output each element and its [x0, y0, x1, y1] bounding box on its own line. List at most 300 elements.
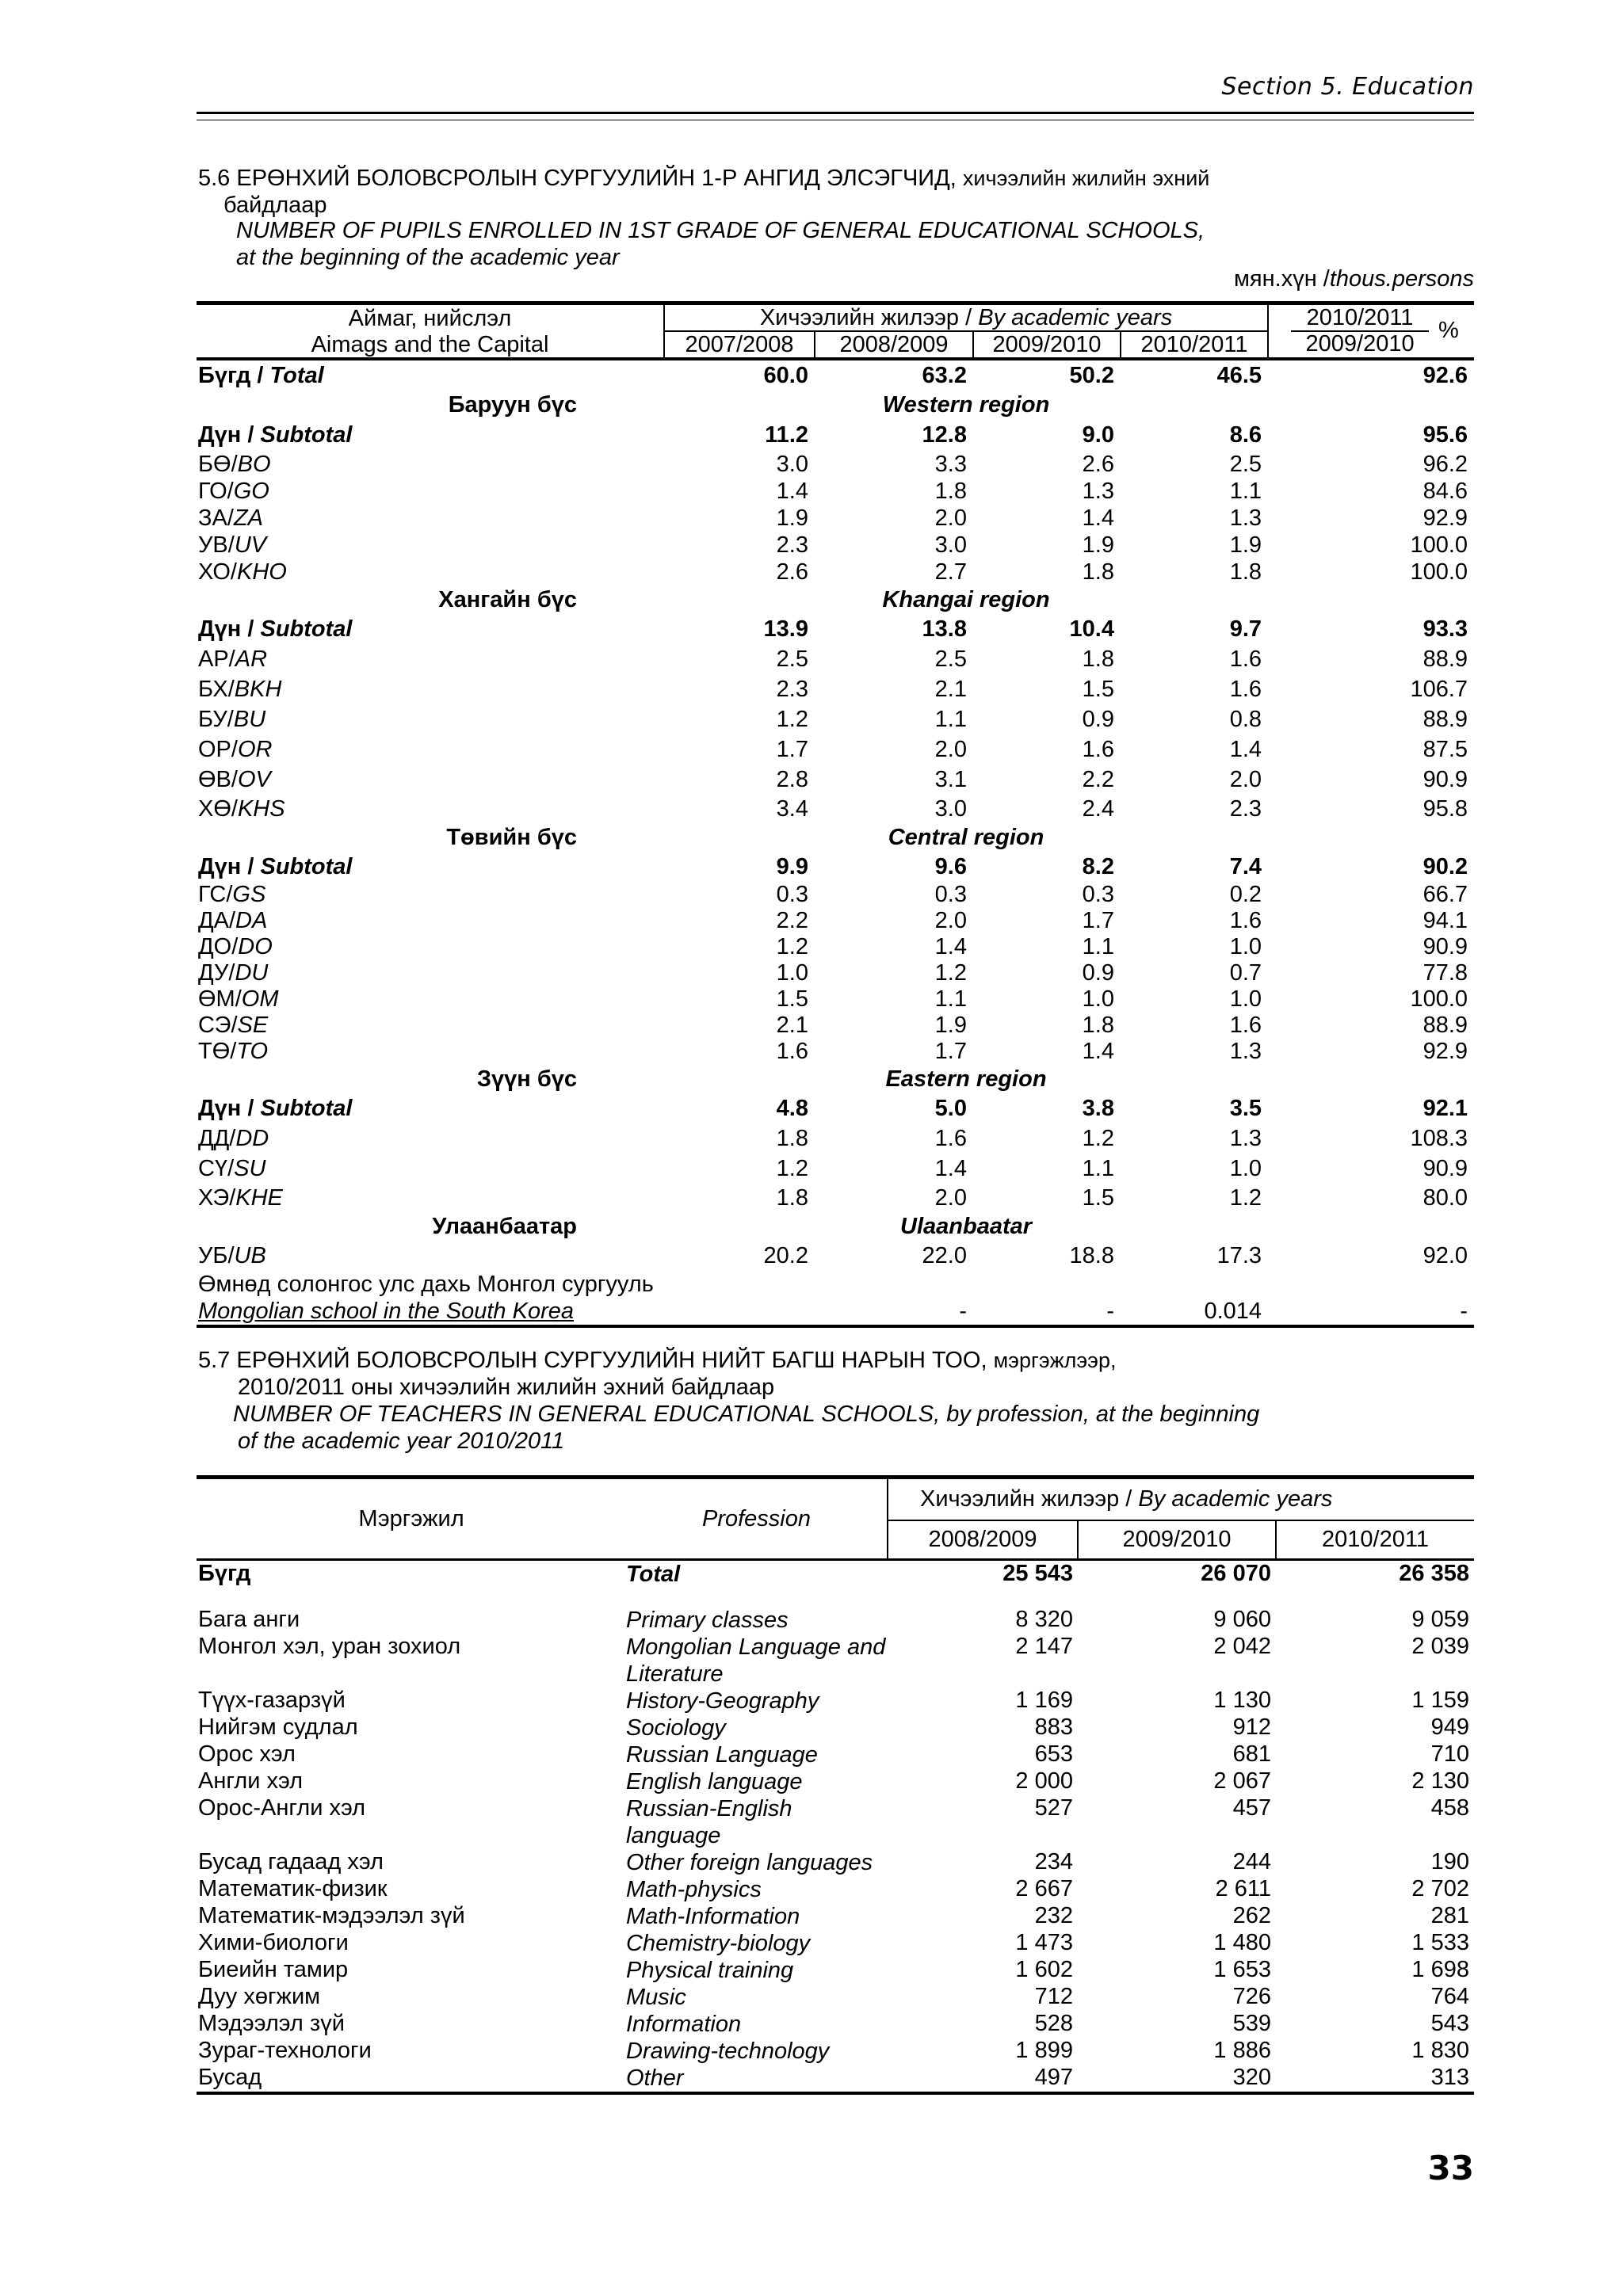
value-cell: 1.2 [934, 960, 967, 986]
value-cell: 88.9 [1423, 646, 1468, 672]
value-cell: 313 [1276, 2065, 1474, 2093]
table-teachers-by-profession [197, 1475, 1474, 2095]
value-cell: 2 039 [1411, 1634, 1469, 1659]
t56-title-mn-small: хичээлийн жилийн эхний [962, 166, 1210, 190]
value-cell: 320 [1078, 2065, 1276, 2093]
value-cell: 1.9 [934, 1013, 967, 1038]
row-label [197, 795, 664, 823]
value-cell: - [1268, 1298, 1474, 1326]
value-cell: 2.2 [1082, 766, 1114, 792]
row-label [197, 934, 664, 960]
region-name-en: Ulaanbaatar [900, 1213, 1033, 1239]
profession-mn: Монгол хэл, уран зохиол [198, 1634, 461, 1659]
profession-en: English language [626, 1769, 803, 1794]
t57-title-mn-main: 5.7 ЕРӨНХИЙ БОЛОВСРОЛЫН СУРГУУЛИЙН НИЙТ БАГШ НАРЫН ТОО, [198, 1348, 987, 1373]
value-cell: 1 480 [1213, 1930, 1271, 1955]
value-cell: 2.8 [776, 766, 808, 792]
label-en: Total [269, 362, 324, 388]
value-cell: 9.9 [776, 853, 808, 879]
value-cell: 712 [1034, 1984, 1073, 2009]
profession-en: Total [626, 1562, 681, 1587]
t56-head-pct [1268, 303, 1474, 360]
value-cell: 13.9 [763, 616, 808, 642]
region-spacer [1268, 1065, 1474, 1093]
profession-mn: Хими-биологи [198, 1930, 349, 1955]
value-cell: 7.4 [1229, 853, 1262, 879]
value-cell: 1.2 [776, 934, 808, 959]
t56-head-years [664, 303, 1268, 332]
table-row [197, 478, 1474, 505]
row-label [197, 1013, 664, 1039]
value-cell: 100.0 [1410, 559, 1468, 585]
value-cell: 46.5 [1216, 362, 1262, 388]
table-row [197, 532, 1474, 559]
row-label [197, 1184, 664, 1212]
value-cell: 0.3 [776, 882, 808, 907]
row-label [197, 644, 664, 674]
table-row [197, 1714, 1474, 1741]
value-cell: 2.0 [1229, 766, 1262, 792]
value-cell: 234 [1034, 1849, 1073, 1875]
label-mn: ГС/ [198, 882, 233, 907]
label-en: SE [237, 1013, 269, 1038]
table-row [197, 1039, 1474, 1065]
value-cell: 0.7 [1229, 960, 1262, 986]
table-row [197, 934, 1474, 960]
value-cell: 26 070 [1201, 1561, 1271, 1586]
profession-en: Math-physics [626, 1877, 762, 1902]
row-label [197, 960, 664, 986]
value-cell: 9.7 [1229, 616, 1262, 642]
total-row [197, 1560, 1474, 1608]
value-cell: 0.9 [1082, 706, 1114, 732]
label-mn: ХӨ/ [198, 795, 238, 822]
value-cell: 883 [1034, 1714, 1073, 1740]
value-cell: 2.3 [1229, 795, 1262, 822]
profession-mn: Мэдээлэл зүй [198, 2011, 345, 2036]
table-row [197, 1688, 1474, 1714]
table-row [197, 704, 1474, 734]
value-cell: 1.8 [776, 1125, 808, 1151]
label-mn: БХ/ [198, 676, 235, 702]
label-en: Subtotal [260, 616, 353, 642]
value-cell: 3.1 [934, 766, 967, 792]
label-en: OV [237, 766, 271, 792]
label-en: Subtotal [260, 853, 353, 879]
value-cell: 1.6 [1082, 736, 1114, 762]
label-en: KHO [237, 559, 287, 585]
value-cell: 1 533 [1411, 1930, 1469, 1955]
value-cell: 92.1 [1423, 1095, 1468, 1121]
label-mn: СЭ/ [198, 1013, 238, 1038]
table-row [197, 795, 1474, 823]
label-mn: СҮ/ [198, 1155, 235, 1181]
value-cell: 93.3 [1423, 616, 1468, 642]
profession-mn: Зураг-технологи [198, 2038, 372, 2063]
label-mn: Дүн / [198, 853, 261, 879]
value-cell: 2.5 [1229, 451, 1262, 477]
table-row [197, 1741, 1474, 1768]
value-cell: 1.6 [776, 1039, 808, 1064]
t57-title-en-line1: NUMBER OF TEACHERS IN GENERAL EDUCATIONAL SCHOOLS, by profession, at the beginning [233, 1402, 1260, 1427]
value-cell: 3.0 [934, 795, 967, 822]
value-cell: 1.1 [1082, 1155, 1114, 1181]
row-label [197, 1154, 664, 1184]
value-cell: 90.2 [1423, 853, 1468, 879]
table-row [197, 1903, 1474, 1930]
row-label [197, 419, 664, 451]
t56-head-y3: 2009/2010 [973, 331, 1121, 359]
value-cell: 527 [1034, 1795, 1073, 1821]
value-cell: 0.9 [1082, 960, 1114, 986]
value-cell: 9 060 [1213, 1607, 1271, 1632]
label-en: UB [234, 1242, 266, 1268]
region-name-mn: Зүүн бүс [476, 1066, 577, 1092]
value-cell: 2.4 [1082, 795, 1114, 822]
row-label [197, 1123, 664, 1154]
value-cell: 1.1 [1229, 478, 1262, 504]
value-cell: 9 059 [1411, 1607, 1469, 1632]
value-cell: 2 130 [1411, 1768, 1469, 1794]
region-header-row [197, 585, 1474, 614]
value-cell: 2.6 [776, 559, 808, 585]
label-mn: ОР/ [198, 736, 238, 762]
region-name-mn: Баруун бүс [448, 391, 577, 418]
value-cell: 1.9 [1082, 532, 1114, 558]
korea-label-mn: Өмнөд солонгос улс дахь Монгол сургууль [198, 1271, 654, 1297]
value-cell: 1 169 [1015, 1688, 1073, 1713]
value-cell: 60.0 [763, 362, 808, 388]
label-en: GS [232, 882, 266, 907]
value-cell: 1.1 [934, 706, 967, 732]
t56-head-years-en: By academic years [978, 305, 1173, 330]
region-name-mn: Хангайн бүс [438, 586, 577, 612]
page-number: 33 [1427, 2149, 1474, 2187]
value-cell: 3.8 [1082, 1095, 1114, 1121]
value-cell: 1 602 [1015, 1957, 1073, 1982]
value-cell: 2.1 [776, 1013, 808, 1038]
table-row [197, 765, 1474, 795]
value-cell: 1.6 [1229, 676, 1262, 702]
profession-mn: Бүгд [198, 1561, 251, 1586]
label-mn: ДА/ [198, 908, 236, 933]
row-label [197, 734, 664, 765]
t56-head-pct-bottom: 2009/2010 [1305, 331, 1415, 357]
t56-head-y1: 2007/2008 [664, 331, 815, 359]
profession-mn: Бусад [197, 2065, 626, 2093]
table-row [197, 1154, 1474, 1184]
row-label [197, 1241, 664, 1271]
value-cell: 1.4 [1082, 1039, 1114, 1064]
region-spacer [1268, 823, 1474, 852]
value-cell: 1.7 [776, 736, 808, 762]
label-en: TO [236, 1039, 269, 1064]
value-cell: 25 543 [1002, 1561, 1073, 1586]
empty-cell [1268, 1271, 1474, 1298]
label-mn: БӨ/ [198, 451, 238, 477]
value-cell: 0.3 [1082, 882, 1114, 907]
label-en: OR [237, 736, 273, 762]
value-cell: 1.8 [1082, 559, 1114, 585]
value-cell: 2.0 [934, 908, 967, 933]
value-cell: 1.1 [934, 986, 967, 1012]
profession-en: Information [626, 2012, 742, 2037]
value-cell: 1.2 [1082, 1125, 1114, 1151]
region-header-row [197, 1212, 1474, 1241]
t56-title-en-line2: at the beginning of the academic year [236, 245, 620, 270]
table-row [197, 1795, 1474, 1849]
profession-en: Sociology [626, 1715, 726, 1741]
table-row [197, 2011, 1474, 2038]
profession-mn: Орос хэл [198, 1741, 296, 1767]
region-spacer [1268, 585, 1474, 614]
label-mn: ХО/ [198, 559, 237, 585]
t57-title-mn-line2: 2010/2011 оны хичээлийн жилийн эхний байдлаар [238, 1375, 775, 1400]
label-mn: ДД/ [198, 1125, 236, 1151]
label-en: DU [235, 960, 269, 986]
table-row [197, 1957, 1474, 1984]
table-row [197, 674, 1474, 704]
value-cell: 1 653 [1213, 1957, 1271, 1982]
profession-mn: Дуу хөгжим [198, 1984, 321, 2009]
profession-mn: Бусад гадаад хэл [198, 1849, 384, 1875]
value-cell: 17.3 [1216, 1242, 1262, 1268]
table-row [197, 1607, 1474, 1634]
row-label [197, 532, 664, 559]
value-cell: 8 320 [1015, 1607, 1073, 1632]
profession-mn: Нийгэм судлал [198, 1714, 358, 1740]
value-cell: 1.9 [776, 505, 808, 531]
empty-cell [1121, 1271, 1268, 1298]
label-mn: ДУ/ [198, 960, 235, 986]
value-cell: 2 067 [1213, 1768, 1271, 1794]
value-cell: 2.0 [934, 505, 967, 531]
region-name-en: Eastern region [885, 1066, 1047, 1092]
value-cell: 5.0 [934, 1095, 967, 1121]
row-label [197, 882, 664, 908]
region-spacer [1268, 1212, 1474, 1241]
value-cell: 94.1 [1423, 908, 1468, 933]
value-cell: 1.8 [1082, 646, 1114, 672]
value-cell: 1 698 [1411, 1957, 1469, 1982]
table-row [197, 734, 1474, 765]
value-cell: 1.7 [1082, 908, 1114, 933]
table-row [197, 1849, 1474, 1876]
value-cell: 2 147 [1015, 1634, 1073, 1659]
table-row [197, 1984, 1474, 2011]
subtotal-row [197, 614, 1474, 644]
row-label [197, 478, 664, 505]
row-label [197, 505, 664, 532]
value-cell: 912 [1232, 1714, 1271, 1740]
t56-title-mn-line2: байдлаар [223, 193, 327, 218]
profession-mn: Бага анги [198, 1607, 300, 1632]
value-cell: 1.8 [934, 478, 967, 504]
t57-head-y2: 2009/2010 [1078, 1520, 1276, 1559]
value-cell: 90.9 [1423, 934, 1468, 959]
value-cell: 1.5 [1082, 676, 1114, 702]
value-cell: 1.9 [1229, 532, 1262, 558]
t56-head-col1-en: Aimags and the Capital [197, 331, 664, 359]
label-en: Subtotal [260, 1095, 353, 1121]
value-cell: 2.7 [934, 559, 967, 585]
profession-en: Physical training [626, 1958, 794, 1983]
label-en: DA [235, 908, 268, 933]
value-cell: 1.3 [1082, 478, 1114, 504]
t56-head-pct-sign: % [1438, 318, 1459, 343]
value-cell: 1.4 [934, 1155, 967, 1181]
table-row [197, 986, 1474, 1013]
t57-head-col-mn: Мэргэжил [197, 1478, 626, 1560]
value-cell: 1.3 [1229, 505, 1262, 531]
t56-head-y4: 2010/2011 [1121, 331, 1268, 359]
table-row [197, 1876, 1474, 1903]
value-cell: 0.2 [1229, 882, 1262, 907]
region-header-row [197, 1065, 1474, 1093]
value-cell: 1.0 [1082, 986, 1114, 1012]
value-cell: 1.8 [776, 1184, 808, 1211]
label-mn: ТӨ/ [198, 1039, 237, 1064]
t56-unit [1234, 266, 1474, 292]
value-cell: 9.6 [934, 853, 967, 879]
value-cell: 1.0 [776, 960, 808, 986]
value-cell: 1 899 [1015, 2038, 1073, 2063]
value-cell: 949 [1430, 1714, 1469, 1740]
value-cell: 0.3 [934, 882, 967, 907]
label-mn: ӨМ/ [198, 986, 242, 1012]
label-en: KHE [235, 1184, 283, 1211]
table-row [197, 1123, 1474, 1154]
value-cell: 2.5 [934, 646, 967, 672]
value-cell: 244 [1232, 1849, 1271, 1875]
row-label [197, 908, 664, 934]
row-label [197, 1093, 664, 1123]
region-header-row [197, 823, 1474, 852]
t56-body [197, 303, 1474, 1327]
label-mn: УБ/ [198, 1242, 235, 1268]
value-cell: 95.8 [1423, 795, 1468, 822]
t56-head-col1-mn: Аймаг, нийслэл [197, 303, 664, 332]
table-pupils-enrolled [197, 301, 1474, 1328]
region-name-en: Central region [888, 824, 1044, 850]
table-row [197, 1184, 1474, 1212]
value-cell: 108.3 [1410, 1125, 1468, 1151]
t57-title-mn-small: мэргэжлээр, [993, 1348, 1117, 1372]
profession-mn: Англи хэл [198, 1768, 304, 1794]
table-row [197, 2038, 1474, 2065]
value-cell: 543 [1430, 2011, 1469, 2036]
value-cell: 3.4 [776, 795, 808, 822]
value-cell: 88.9 [1423, 1013, 1468, 1038]
table-row [197, 882, 1474, 908]
value-cell: 457 [1232, 1795, 1271, 1821]
value-cell: 8.6 [1229, 421, 1262, 448]
value-cell: 90.9 [1423, 1155, 1468, 1181]
value-cell: 764 [1430, 1984, 1469, 2009]
value-cell: 0.014 [1121, 1298, 1268, 1326]
t56-head-pct-wrap [1269, 306, 1474, 357]
header-rule [197, 112, 1474, 114]
label-mn: УВ/ [198, 532, 235, 558]
value-cell: 1.6 [934, 1125, 967, 1151]
value-cell: 262 [1232, 1903, 1271, 1928]
value-cell: 1 830 [1411, 2038, 1469, 2063]
t56-header-row-1 [197, 303, 1474, 332]
label-mn: Дүн / [198, 616, 261, 642]
value-cell: 63.2 [922, 362, 967, 388]
value-cell: 1 159 [1411, 1688, 1469, 1713]
value-cell: 88.9 [1423, 706, 1468, 732]
value-cell: 9.0 [1082, 421, 1114, 448]
profession-mn: Математик-физик [198, 1876, 388, 1901]
value-cell: 90.9 [1423, 766, 1468, 792]
region-name-mn: Улаанбаатар [432, 1213, 577, 1239]
label-mn: Дүн / [198, 421, 261, 448]
label-en: ZA [233, 505, 263, 531]
table-row [197, 451, 1474, 478]
t57-head-years [888, 1478, 1474, 1521]
value-cell: 1 130 [1213, 1688, 1271, 1713]
value-cell: - [973, 1298, 1121, 1326]
value-cell: 1.4 [1082, 505, 1114, 531]
table-row [197, 559, 1474, 585]
value-cell: 2.2 [776, 908, 808, 933]
value-cell: 1.1 [1082, 934, 1114, 959]
value-cell: 87.5 [1423, 736, 1468, 762]
t56-head-y2: 2008/2009 [815, 331, 973, 359]
value-cell: 2.0 [934, 1184, 967, 1211]
value-cell: 3.0 [776, 451, 808, 477]
label-en: GO [233, 478, 269, 504]
value-cell: 10.4 [1069, 616, 1114, 642]
row-label [197, 559, 664, 585]
t56-head-pct-top: 2010/2011 [1291, 306, 1429, 332]
value-cell: 92.0 [1423, 1242, 1468, 1268]
table-row [197, 2065, 1474, 2093]
profession-en: Russian Language [626, 1742, 818, 1768]
row-label [197, 986, 664, 1013]
value-cell: 232 [1034, 1903, 1073, 1928]
t56-head-years-mn: Хичээлийн жилээр / [759, 305, 979, 330]
label-en: AR [235, 646, 268, 672]
table-row [197, 1634, 1474, 1688]
profession-mn: Математик-мэдээлэл зүй [198, 1903, 465, 1928]
korea-label-en: Mongolian school in the South Korea [197, 1298, 664, 1326]
value-cell: 2 042 [1213, 1634, 1271, 1659]
label-mn: ДО/ [198, 934, 239, 959]
value-cell: 1.8 [1082, 1013, 1114, 1038]
t56-title-mn [198, 165, 1209, 192]
table-row [197, 1013, 1474, 1039]
value-cell: 12.8 [922, 421, 967, 448]
value-cell: 92.9 [1423, 1039, 1468, 1064]
value-cell: 1.3 [1229, 1125, 1262, 1151]
value-cell: 8.2 [1082, 853, 1114, 879]
value-cell: 100.0 [1410, 986, 1468, 1012]
value-cell: 50.2 [1069, 362, 1114, 388]
value-cell: 458 [1430, 1795, 1469, 1821]
value-cell: 4.8 [776, 1095, 808, 1121]
label-mn: Дүн / [198, 1095, 261, 1121]
empty-cell [664, 1271, 815, 1298]
total-row [197, 359, 1474, 391]
value-cell: 80.0 [1423, 1184, 1468, 1211]
region-name-mn: Төвийн бүс [446, 824, 577, 850]
t57-head-y1: 2008/2009 [888, 1520, 1078, 1559]
value-cell: - [815, 1298, 973, 1326]
label-en: OM [241, 986, 279, 1012]
value-cell: 281 [1430, 1903, 1469, 1928]
